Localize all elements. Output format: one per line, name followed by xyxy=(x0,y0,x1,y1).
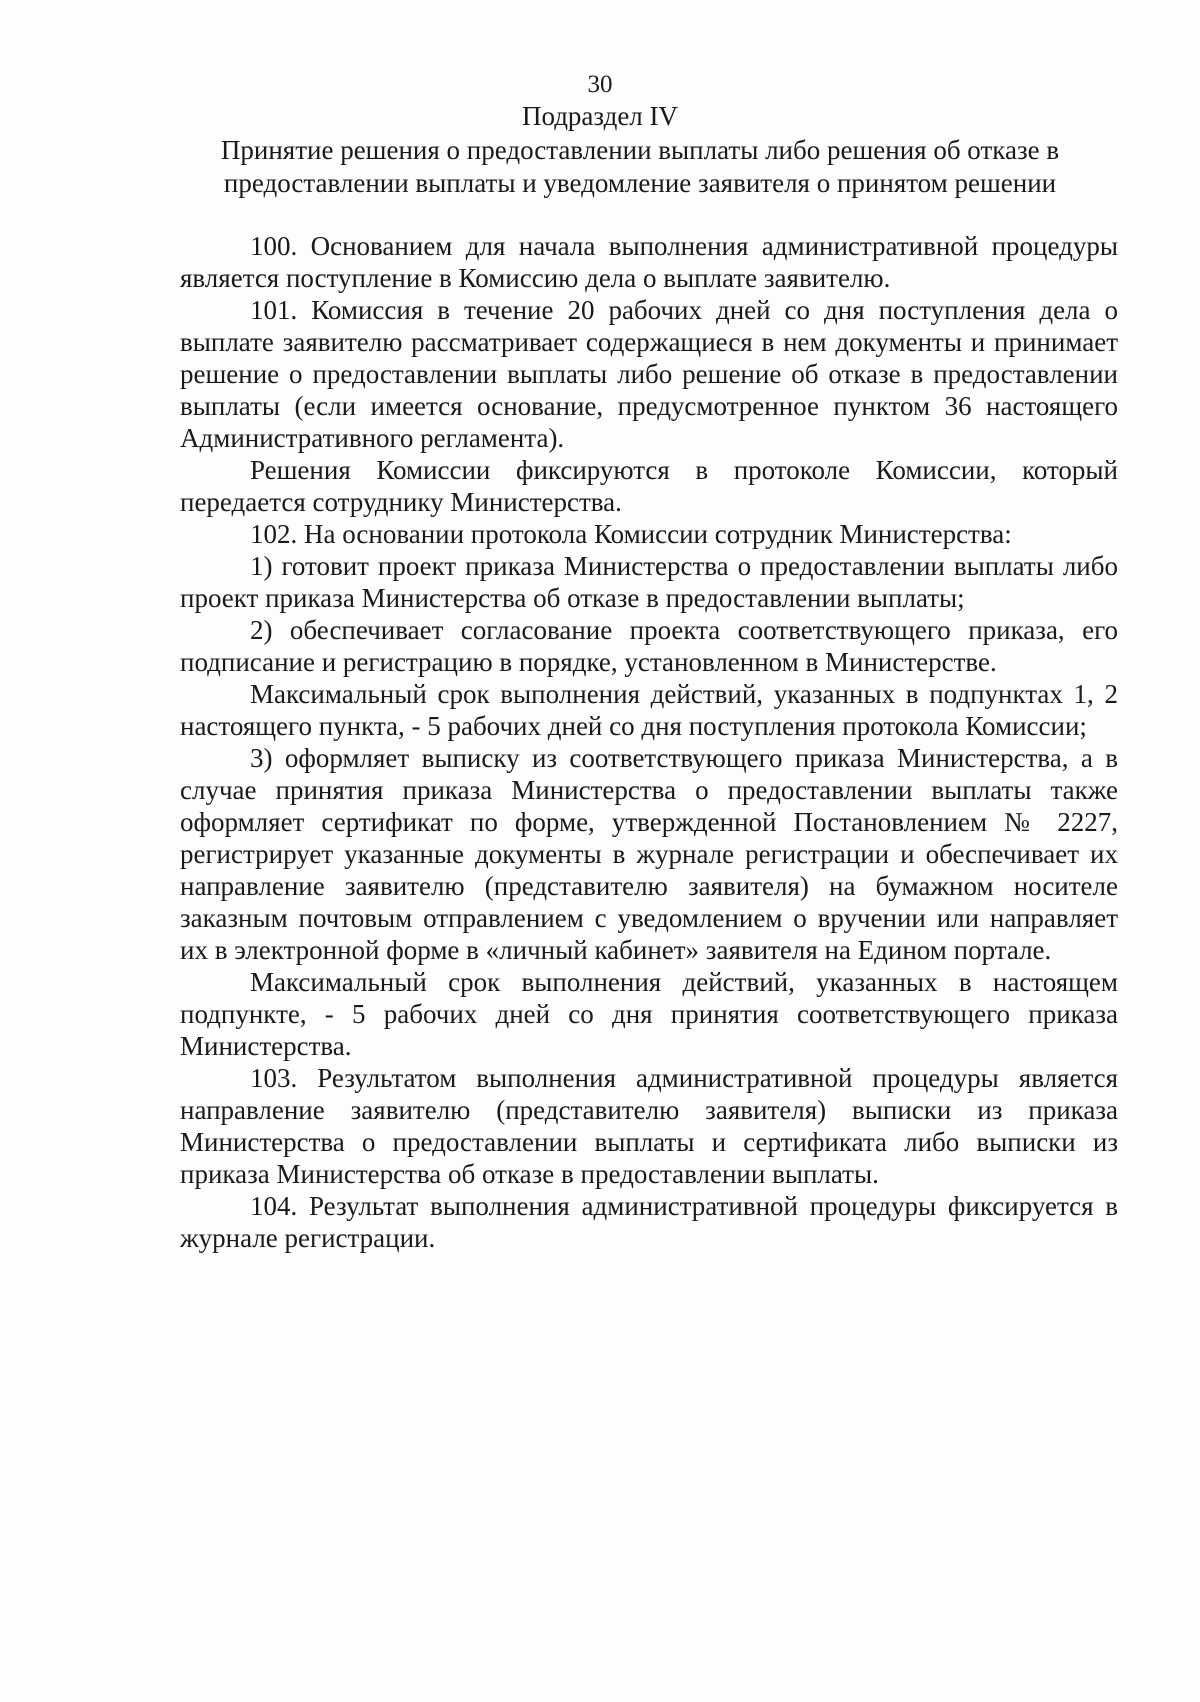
paragraph-102-item-1: 1) готовит проект приказа Министерства о предоставлении выплаты либо проект приказа Министерства об отказе в предоставлении выплаты; xyxy=(180,551,1118,613)
paragraph-103: 103. Результатом выполнения административной процедуры является направление заявителю (представителю заявителя) выписки из приказа Министерства о предоставлении выплаты и сертификата либо выписки из приказа Министерства об отказе в предоставлении выплаты. xyxy=(180,1063,1118,1189)
section-subtitle: Принятие решения о предоставлении выплаты либо решения об отказе в предоставлении выплаты и уведомление заявителя о принятом решении xyxy=(220,135,1060,198)
paragraph-102-item-3-deadline: Максимальный срок выполнения действий, указанных в настоящем подпункте, - 5 рабочих дней со дня принятия соответствующего приказа Министерства. xyxy=(180,967,1118,1061)
paragraph-102-item-3: 3) оформляет выписку из соответствующего приказа Министерства, а в случае принятия приказа Министерства о предоставлении выплаты также оформляет сертификат по форме, утвержденной Постановлением № 2227, регистрирует указанные документы в журнале регистрации и обеспечивает их направление заявителю (представителю заявителя) на бумажном носителе заказным почтовым отправлением с уведомлением о вручении или направляет их в электронной форме в «личный кабинет» заявителя на Едином портале. xyxy=(180,743,1118,965)
paragraph-101: 101. Комиссия в течение 20 рабочих дней со дня поступления дела о выплате заявителю рассматривает содержащиеся в нем документы и принимает решение о предоставлении выплаты либо решение об отказе в предоставлении выплаты (если имеется основание, предусмотренное пунктом 36 настоящего Административного регламента). xyxy=(180,295,1118,453)
paragraph-100: 100. Основанием для начала выполнения административной процедуры является поступление в Комиссию дела о выплате заявителю. xyxy=(180,231,1118,293)
paragraph-101-decisions: Решения Комиссии фиксируются в протоколе Комиссии, который передается сотруднику Министерства. xyxy=(180,455,1118,517)
paragraph-102: 102. На основании протокола Комиссии сотрудник Министерства: xyxy=(250,519,1012,549)
document-body xyxy=(180,230,1118,1254)
page-number: 30 xyxy=(587,71,613,98)
section-title: Подраздел IV xyxy=(521,101,679,131)
paragraph-104: 104. Результат выполнения административной процедуры фиксируется в журнале регистрации. xyxy=(180,1191,1118,1253)
paragraph-102-item-2: 2) обеспечивает согласование проекта соответствующего приказа, его подписание и регистрацию в порядке, установленном в Министерстве. xyxy=(180,615,1118,677)
paragraph-102-deadline: Максимальный срок выполнения действий, указанных в подпунктах 1, 2 настоящего пункта, - 5 рабочих дней со дня поступления протокола Комиссии; xyxy=(180,679,1118,741)
